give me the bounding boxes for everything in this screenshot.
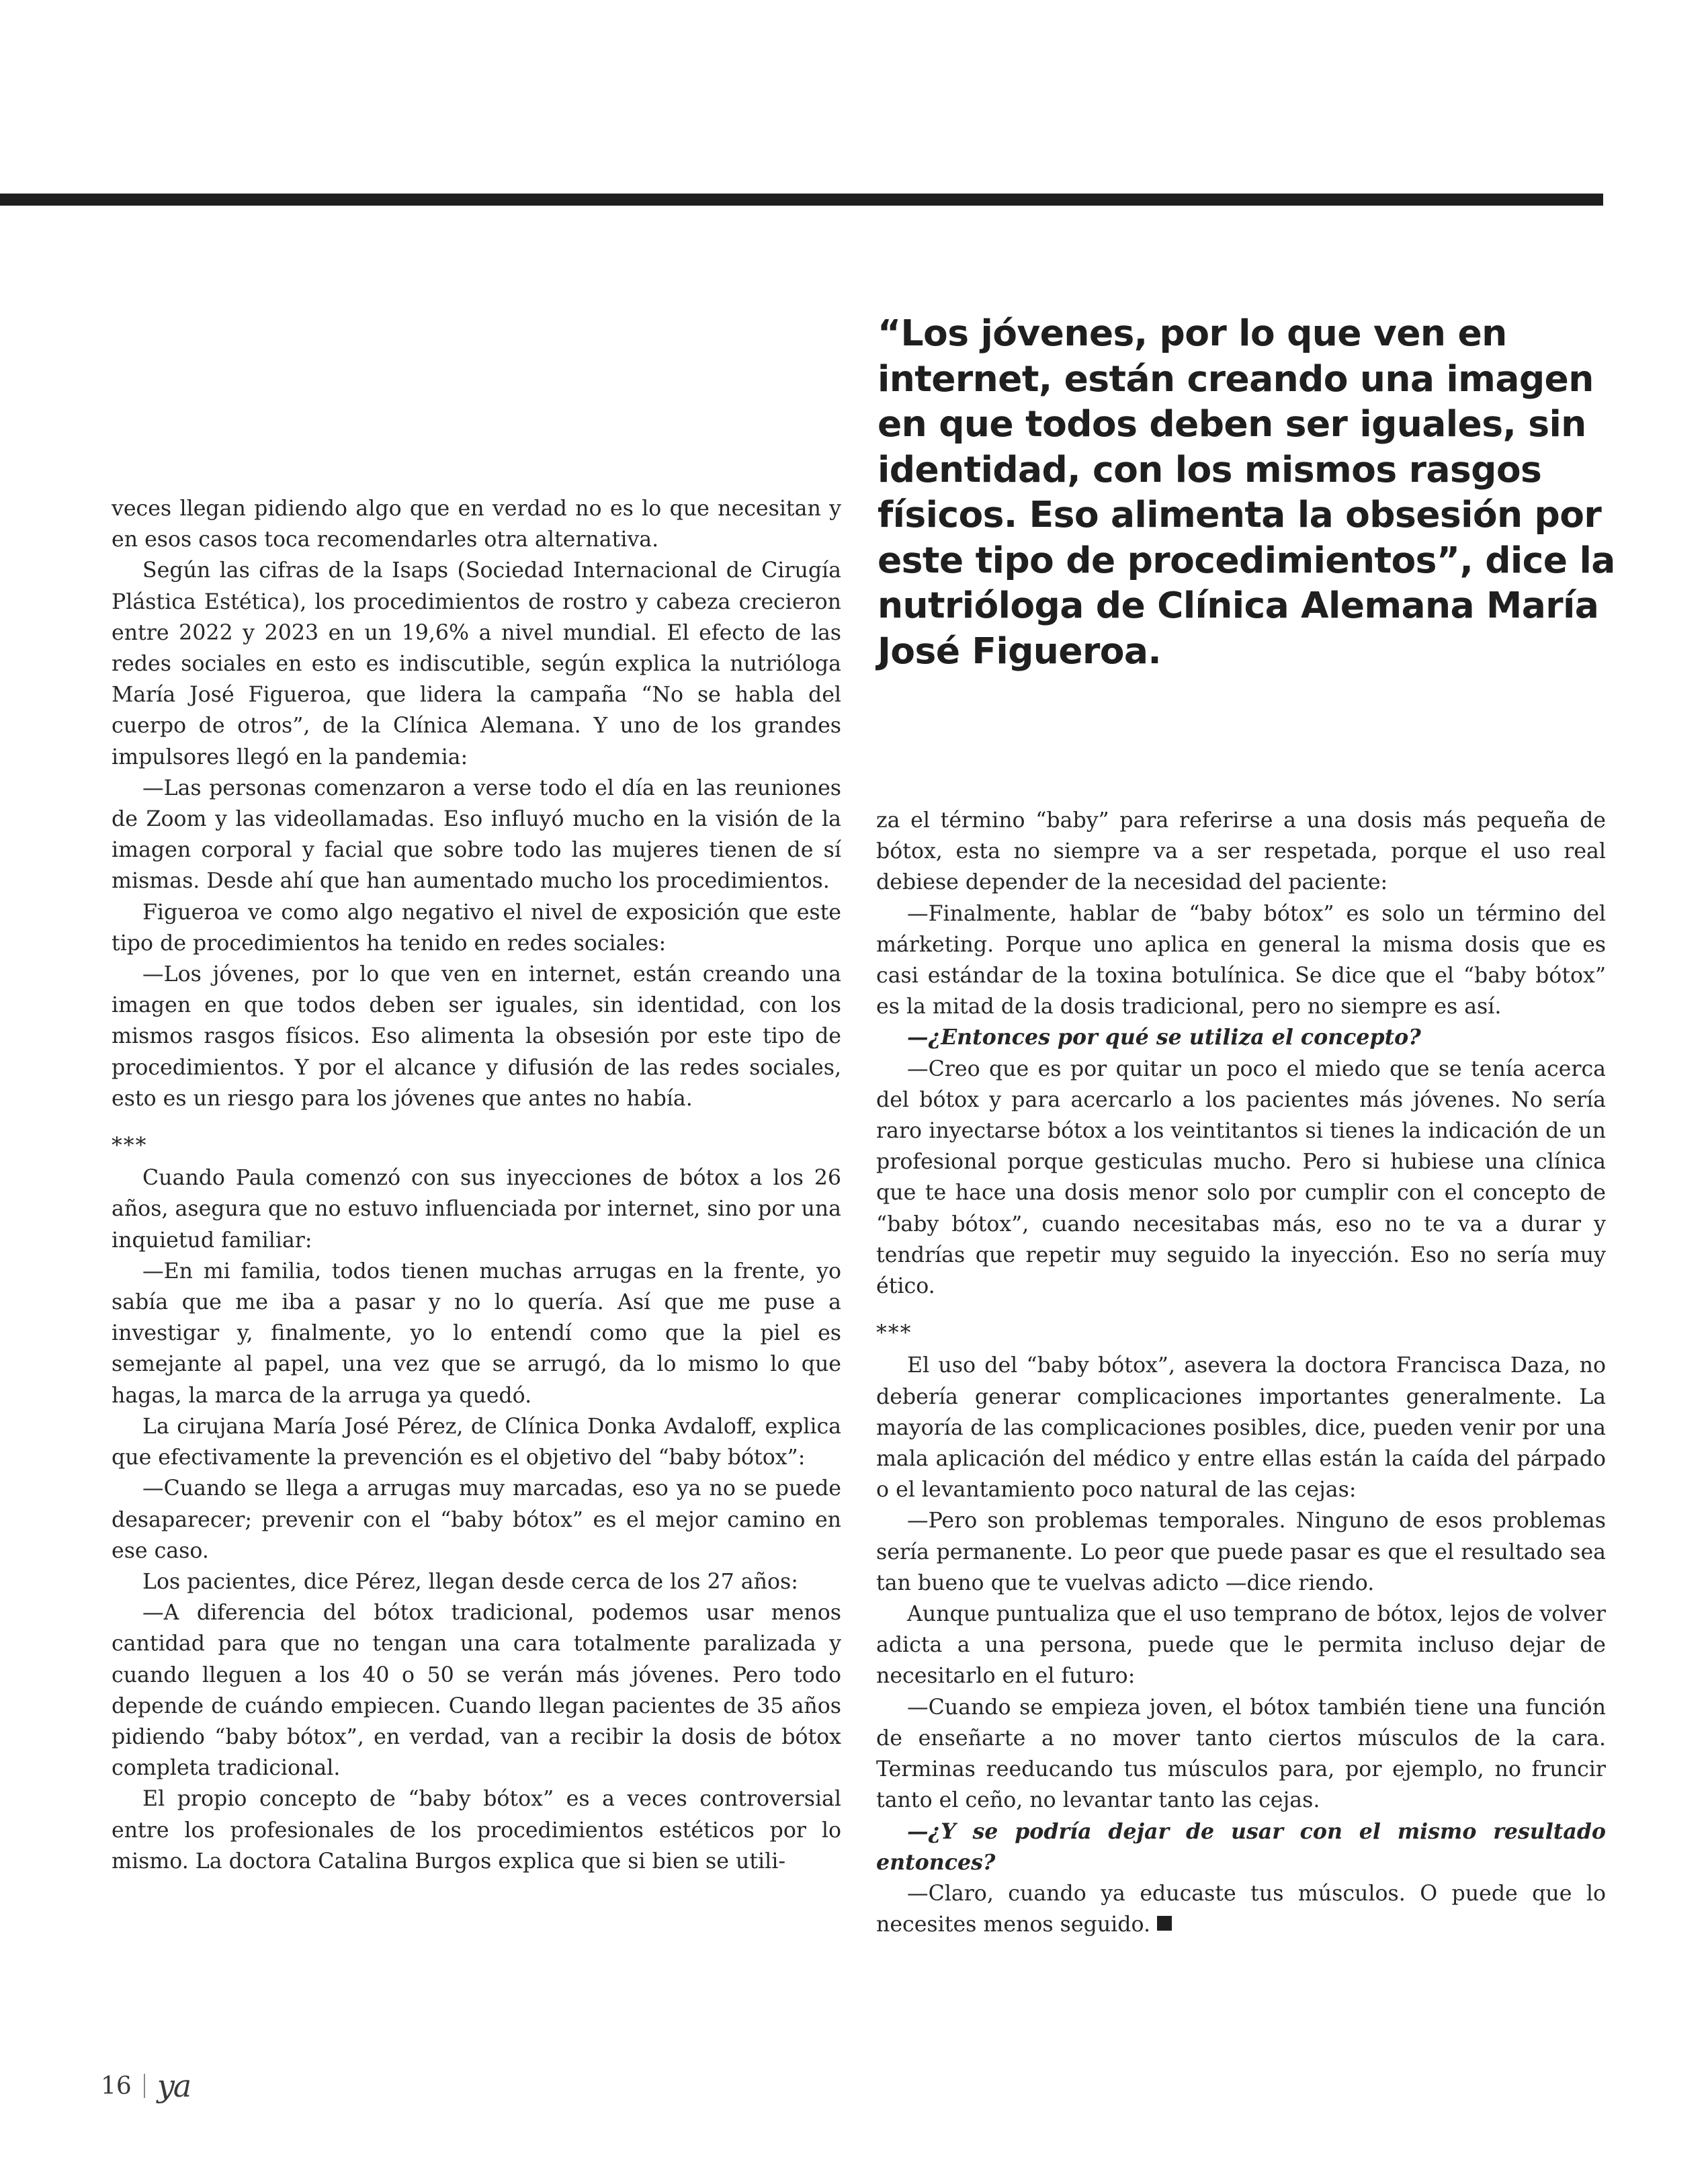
section-separator: *** [876,1321,912,1346]
paragraph: —Cuando se empieza joven, el bótox también tiene una función de enseñarte a no mover tanto ciertos músculos de la cara. Terminas reeducando tus músculos para, por ejemplo, no fruncir tanto el ceño, no levantar tanto las cejas. [876,1695,1606,1813]
paragraph: —A diferencia del bótox tradicional, podemos usar menos cantidad para que no tengan una cara totalmente paralizada y cuando lleguen a los 40 o 50 se verán más jóvenes. Pero todo depende de cuándo empiecen. Cuando llegan pacientes de 35 años pidiendo “baby bótox”, en verdad, van a recibir la dosis de bótox completa tradicional. [112,1601,841,1781]
paragraph: Aunque puntualiza que el uso temprano de bótox, lejos de volver adicta a una persona, puede que le permita incluso dejar de necesitarlo en el futuro: [876,1602,1606,1689]
paragraph: —Pero son problemas temporales. Ninguno de esos problemas sería permanente. Lo peor que puede pasar es que el resultado sea tan bueno que te vuelvas adicto —dice riendo. [876,1509,1606,1595]
paragraph: La cirujana María José Pérez, de Clínica Donka Avdaloff, explica que efectivamente la prevención es el objetivo del “baby bótox”: [112,1414,841,1470]
end-of-article-icon [1157,1916,1172,1931]
paragraph: —Las personas comenzaron a verse todo el día en las reuniones de Zoom y las videollamadas. Eso influyó mucho en la visión de la imagen corporal y facial que sobre todo las mujeres tienen de sí mismas. Desde ahí que han aumentado mucho los procedimientos. [112,775,841,894]
paragraph: —Claro, cuando ya educaste tus músculos. O puede que lo necesites menos seguido. [876,1881,1606,1937]
paragraph: Los pacientes, dice Pérez, llegan desde cerca de los 27 años: [142,1569,798,1594]
paragraph: —Cuando se llega a arrugas muy marcadas, eso ya no se puede desaparecer; prevenir con el “baby bótox” es el mejor camino en ese caso. [112,1476,841,1563]
footer-divider [144,2074,145,2098]
interview-question: —¿Y se podría dejar de usar con el mismo resultado entonces? [876,1818,1606,1875]
paragraph: El uso del “baby bótox”, asevera la doctora Francisca Daza, no debería generar complicaciones importantes generalmente. La mayoría de las complicaciones posibles, dice, pueden venir por una mala aplicación del médico y entre ellas están la caída del párpado o el levantamiento poco natural de las cejas: [876,1353,1606,1503]
section-separator: *** [112,1134,148,1159]
paragraph: El propio concepto de “baby bótox” es a veces controversial entre los profesionales de los procedimientos estéticos por lo mismo. La doctora Catalina Burgos explica que si bien se utili- [112,1787,841,1874]
paragraph: Figueroa ve como algo negativo el nivel de exposición que este tipo de procedimientos ha tenido en redes sociales: [112,900,841,956]
right-column [876,805,1606,1940]
paragraph: —En mi familia, todos tienen muchas arrugas en la frente, yo sabía que me iba a pasar y no lo quería. Así que me puse a investigar y, finalmente, yo lo entendí como que la piel es semejante al papel, una vez que se arrugó, da lo mismo lo que hagas, la marca de la arruga ya quedó. [112,1259,841,1408]
interview-question: —¿Entonces por qué se utiliza el concepto? [907,1025,1421,1050]
paragraph: —Creo que es por quitar un poco el miedo que se tenía acerca del bótox y para acercarlo a los pacientes más jóvenes. No sería raro inyectarse bótox a los veintitantos si tienes la indicación de un profesional porque gesticulas mucho. Pero si hubiese una clínica que te hace una dosis menor solo por cumplir con el concepto de “baby bótox”, cuando necesitabas más, eso no te va a durar y tendrías que repetir muy seguido la inyección. Eso no sería muy ético. [876,1056,1606,1299]
left-column [112,493,841,1877]
paragraph: Cuando Paula comenzó con sus inyecciones de bótox a los 26 años, asegura que no estuvo influenciada por internet, sino por una inquietud familiar: [112,1166,841,1253]
paragraph: —Finalmente, hablar de “baby bótox” es solo un término del márketing. Porque uno aplica en general la misma dosis que es casi estándar de la toxina botulínica. Se dice que el “baby bótox” es la mitad de la dosis tradicional, pero no siempre es así. [876,901,1606,1019]
paragraph: Según las cifras de la Isaps (Sociedad Internacional de Cirugía Plástica Estética), los procedimientos de rostro y cabeza crecieron entre 2022 y 2023 en un 19,6% a nivel mundial. El efecto de las redes sociales en esto es indiscutible, según explica la nutrióloga María José Figueroa, que lidera la campaña “No se habla del cuerpo de otros”, de la Clínica Alemana. Y uno de los grandes impulsores llegó en la pandemia: [112,558,841,769]
page-footer [101,2066,190,2106]
paragraph: veces llegan pidiendo algo que en verdad no es lo que necesitan y en esos casos toca recomendarles otra alternativa. [112,497,841,552]
top-rule [0,194,1603,206]
pull-quote: “Los jóvenes, por lo que ven en internet, están creando una imagen en que todos deben ser iguales, sin identidad, con los mismos rasgos físicos. Eso alimenta la obsesión por este tipo de procedimientos”, dice la nutrióloga de Clínica Alemana María José Figueroa. [878,312,1615,672]
page-number: 16 [101,2072,132,2100]
paragraph: —Los jóvenes, por lo que ven en internet, están creando una imagen en que todos deben ser iguales, sin identidad, con los mismos rasgos físicos. Eso alimenta la obsesión por este tipo de procedimientos. Y por el alcance y difusión de las redes sociales, esto es un riesgo para los jóvenes que antes no había. [112,962,841,1111]
magazine-logo: ya [157,2068,191,2104]
paragraph: za el término “baby” para referirse a una dosis más pequeña de bótox, esta no siempre va a ser respetada, porque el uso real debiese depender de la necesidad del paciente: [876,808,1606,895]
